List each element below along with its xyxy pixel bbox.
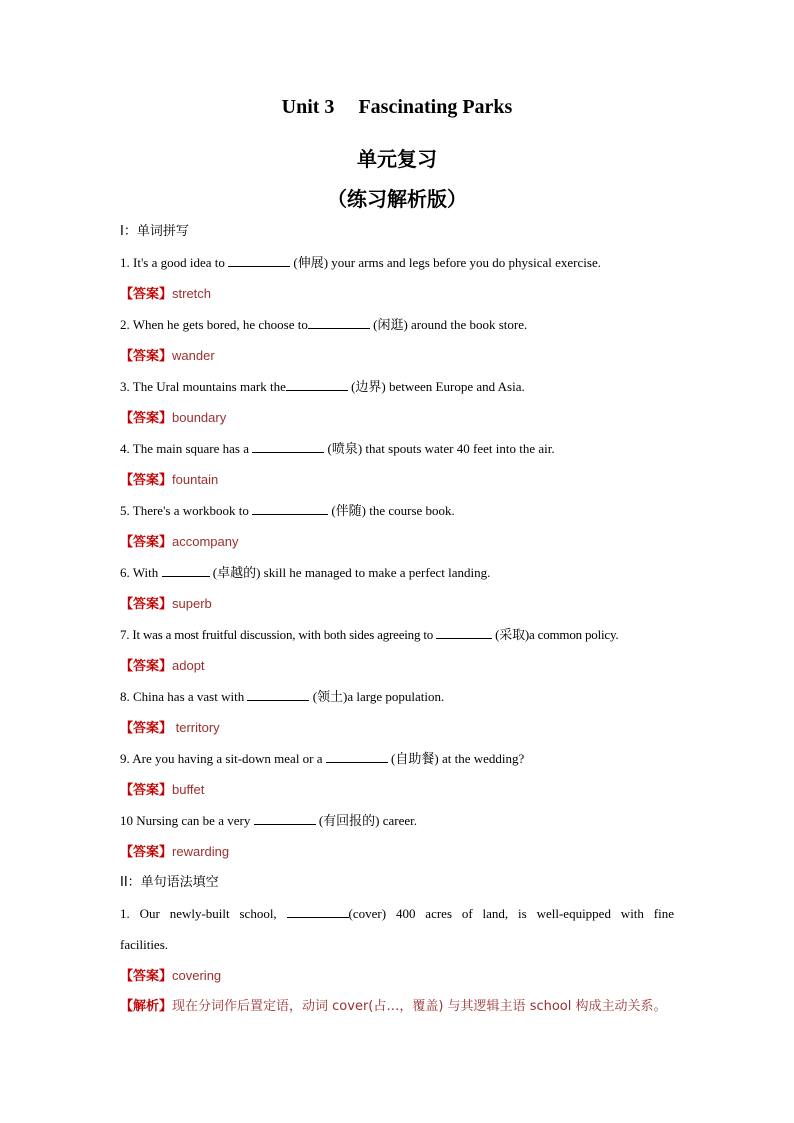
- question-9: 9. Are you having a sit-down meal or a (自助餐) at the wedding?: [120, 751, 525, 766]
- answer-10: 【答案】rewarding: [120, 844, 230, 860]
- unit-title: [0, 96, 794, 119]
- edition-label: （练习解析版）: [327, 189, 467, 211]
- exercise-content: [120, 222, 674, 1016]
- question-7: 7. It was a most fruitful discussion, with both sides agreeing to (采取)a common policy.: [120, 627, 619, 642]
- unit-number: Unit 3: [281, 96, 335, 118]
- answer-6: 【答案】superb: [120, 596, 212, 612]
- answer-blank: [254, 812, 316, 825]
- section-heading-1: I：单词拼写: [120, 224, 189, 239]
- grammar-explanation-1: 【解析】现在分词作后置定语，动词 cover(占…，覆盖) 与其逻辑主语 school 构成主动关系。: [120, 999, 667, 1014]
- subtitle: 单元复习: [357, 149, 437, 171]
- question-5: 5. There's a workbook to (伴随) the course book.: [120, 503, 455, 518]
- question-1: 1. It's a good idea to (伸展) your arms and legs before you do physical exercise.: [120, 255, 601, 270]
- question-6: 6. With (卓越的) skill he managed to make a perfect landing.: [120, 565, 491, 580]
- answer-5: 【答案】accompany: [120, 534, 239, 550]
- answer-blank: [308, 316, 370, 329]
- answer-8: 【答案】 territory: [120, 720, 220, 736]
- answer-blank: [436, 626, 492, 639]
- question-2: 2. When he gets bored, he choose to (闲逛) around the book store.: [120, 317, 528, 332]
- section-heading-2: II：单句语法填空: [120, 875, 219, 890]
- question-4: 4. The main square has a (喷泉) that spouts water 40 feet into the air.: [120, 441, 555, 456]
- answer-1: 【答案】stretch: [120, 286, 212, 302]
- question-3: 3. The Ural mountains mark the (边界) between Europe and Asia.: [120, 379, 525, 394]
- grammar-question-1-continued: facilities.: [120, 937, 169, 952]
- answer-blank: [326, 750, 388, 763]
- answer-blank: [287, 905, 349, 918]
- answer-blank: [252, 502, 328, 515]
- question-10: 10 Nursing can be a very (有回报的) career.: [120, 813, 418, 828]
- answer-9: 【答案】buffet: [120, 782, 205, 798]
- answer-blank: [252, 440, 324, 453]
- answer-blank: [228, 254, 290, 267]
- answer-7: 【答案】adopt: [120, 658, 205, 674]
- question-8: 8. China has a vast with (领土)a large population.: [120, 689, 445, 704]
- answer-blank: [247, 688, 309, 701]
- grammar-answer-1: 【答案】covering: [120, 968, 222, 984]
- answer-blank: [162, 564, 210, 577]
- answer-blank: [286, 378, 348, 391]
- answer-2: 【答案】wander: [120, 348, 215, 364]
- answer-3: 【答案】boundary: [120, 410, 227, 426]
- answer-4: 【答案】fountain: [120, 472, 219, 488]
- unit-name: Fascinating Parks: [358, 96, 513, 118]
- grammar-question-1: 1. Our newly-built school, (cover) 400 acres of land, is well-equipped with fine: [120, 906, 674, 921]
